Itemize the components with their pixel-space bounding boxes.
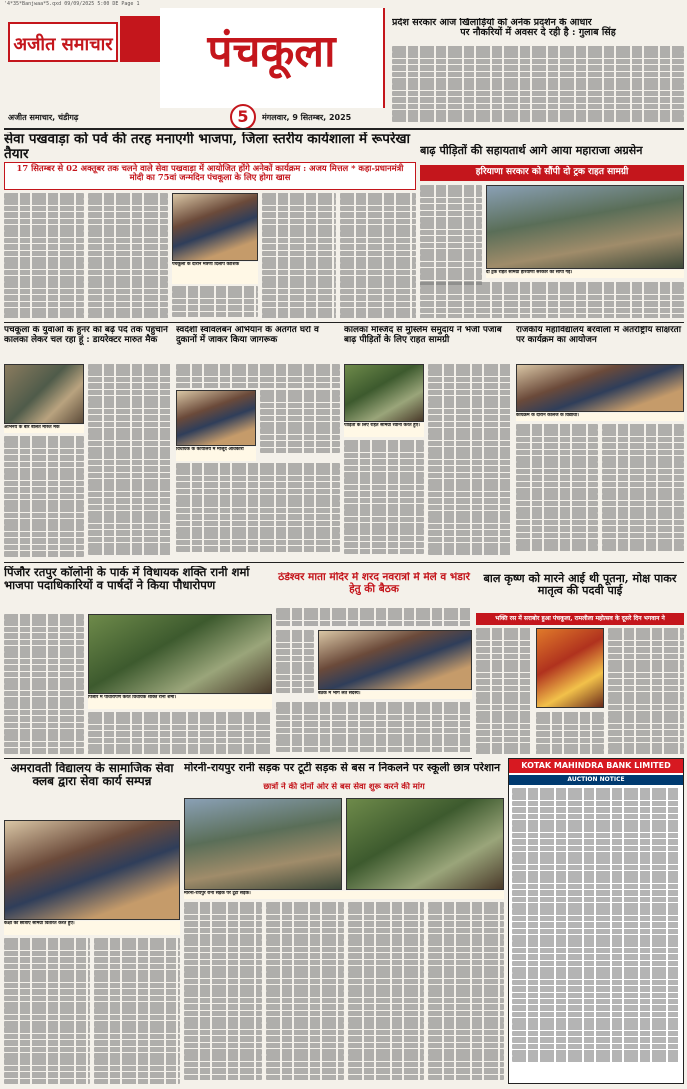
swadeshi-photo-caption: विधायक के कार्यालय में मौजूद अधिकारी (176, 447, 256, 461)
lead-body-col-3 (172, 286, 258, 318)
morni-body-col-4 (428, 902, 504, 1084)
kalka-body-col-1 (344, 440, 424, 558)
page-number: 5 (230, 104, 256, 130)
college-body-col-1 (516, 424, 598, 558)
amarvati-body-col-2 (94, 938, 180, 1084)
swadeshi-body (176, 463, 340, 558)
section-rule-2 (4, 562, 684, 563)
morni-photo-caption: मोरनी-रायपुर रानी सड़क पर टूटी सड़क। (184, 891, 504, 899)
lead-body-col-2 (88, 193, 168, 318)
lead-body-col-5 (340, 193, 416, 318)
college-headline: राजकीय महाविद्यालय बरवाला में अंतर्राष्ट्रीय साक्षरता पर कार्यक्रम का आयोजन (516, 326, 681, 345)
top-right-body (392, 46, 684, 124)
pustak-photo (4, 364, 84, 424)
krishna-photo (536, 628, 604, 708)
krishna-headline: बाल कृष्ण को मारने आई थी पूतना, मोक्ष पाकर मातृत्व की पदवी पाई (483, 572, 677, 598)
amarvati-photo (4, 820, 180, 920)
thandeshwar-headline: ठंडेश्वर माता मंदिर में शरद नवरात्रों में मेले व भंडारे हेतु की बैठक (278, 572, 470, 595)
bank-ad-body (509, 785, 683, 1081)
college-photo (516, 364, 684, 412)
pustak-headline: पंचकूला के युवाओं के हुनर को बढ़े पर्दे तक पहुंचाने कालका लेकर चल रहा हूं : डायरेक्टर मारुत मैक (4, 326, 168, 345)
morni-body-col-1 (184, 902, 262, 1084)
kalka-photo (344, 364, 424, 422)
flood-body-col-1 (420, 185, 482, 285)
pinjore-body-col-2 (88, 712, 272, 754)
bank-ad (508, 758, 684, 1084)
kalka-photo-caption: पीड़ितों के लिए राहत सामग्री रवाना करते हुए। (344, 423, 424, 437)
morni-photo-2 (346, 798, 504, 890)
print-slug: '4*35*Banjwaa*5.qxd 09/09/2025 5:00 DE Page 1 (4, 1, 140, 7)
swadeshi-photo (176, 390, 256, 446)
pustak-body-col-1 (4, 436, 84, 558)
swadeshi-body-side (260, 390, 340, 460)
brand-name: अजीत समाचार (13, 34, 113, 55)
lead-photo-caption: पंचकूला के दौरान मंत्रणा दिलीप कौशिक (172, 262, 258, 284)
masthead-rule (4, 128, 684, 130)
morni-subhead: छात्रों ने की दोनों ओर से बस सेवा शुरू करने की मांग (263, 782, 425, 791)
section-rule-3 (4, 758, 472, 759)
flood-photo-caption: दो ट्रक राहत सामग्री हरियाणा सरकार को सौंपी गई। (486, 270, 684, 278)
lead-banner: 17 सितम्बर से 02 अक्तूबर तक चलने वाले सेवा पखवाड़ा में आयोजित होंगे अनेकों कार्यक्रम : अजय मित्तल * कहा-प्रधानमंत्री मोदी का 75वां जन्मदिन पंचकूला के लिए होगा खास (4, 162, 416, 190)
top-right-headline-line-1: प्रदेश सरकार आज खिलाड़ियों को अनेक प्रदर्शन के आधार (392, 18, 592, 28)
amarvati-body-col-1 (4, 938, 90, 1084)
morni-body-col-3 (348, 902, 424, 1084)
college-photo-caption: कार्यक्रम के दौरान कॉलेज के विद्यार्थी। (516, 413, 684, 421)
lead-body-col-1 (4, 193, 84, 318)
publisher-line: अजीत समाचार, चंडीगढ़ (8, 113, 79, 122)
thandeshwar-body (276, 702, 472, 754)
krishna-body-col-1 (476, 628, 532, 754)
pustak-body-col-2 (88, 364, 172, 558)
flood-body-col-2 (420, 282, 684, 318)
top-right-headline-line-2: पर नौकरियों में अवसर दे रही है : गुलाब सिंह (460, 27, 616, 39)
date-line: मंगलवार, 9 सितम्बर, 2025 (262, 113, 352, 122)
pinjore-headline: पिंजौर रतपुर कॉलोनी के पार्क में विधायक शक्ति रानी शर्मा भाजपा पदाधिकारियों व पार्षदों ने किया पौधारोपण (4, 566, 250, 592)
swadeshi-headline: स्वदेशी स्वावलंबन अभियान के अंतर्गत घरों व दुकानों में जाकर किया जागरूक (176, 326, 319, 345)
bank-ad-title: AUCTION NOTICE (509, 775, 683, 785)
masthead-city-box (160, 8, 385, 108)
pinjore-photo (88, 614, 272, 694)
morni-headline: मोरनी-रायपुर रानी सड़क पर टूटी सड़क से बस न निकलने पर स्कूली छात्र परेशान (184, 762, 501, 774)
lead-headline: सेवा पखवाड़ा को पर्व की तरह मनाएगी भाजपा, जिला स्तरीय कार्यशाला में रूपरेखा तैयार (4, 132, 411, 162)
thandeshwar-photo (318, 630, 472, 690)
flood-headline: बाढ़ पीड़ितों की सहायतार्थ आगे आया महाराजा अग्रसेन (420, 144, 643, 157)
amarvati-photo-caption: कक्षा की छात्राएं सामग्री वितरित करते हुए। (4, 921, 180, 935)
bank-ad-name: KOTAK MAHINDRA BANK LIMITED (509, 759, 683, 773)
pinjore-body-col-1 (4, 614, 84, 754)
thandeshwar-body-top (276, 608, 472, 628)
kalka-body-col-2 (428, 364, 512, 558)
morni-photo-1 (184, 798, 342, 890)
section-rule-1 (4, 322, 684, 323)
lead-body-col-4 (262, 193, 336, 318)
lead-photo (172, 193, 258, 261)
college-body-col-2 (602, 424, 684, 558)
top-right-headline (392, 18, 684, 42)
kalka-headline: कालका मस्जिद से मुस्लिम समुदाय ने भेजी पंजाब बाढ़ पीड़ितों के लिए राहत सामग्री (344, 326, 502, 345)
pinjore-photo-caption: पिंजौर में पौधारोपण करते विधायक शक्ति रानी शर्मा। (88, 695, 272, 709)
flood-banner: हरियाणा सरकार को सौंपी दो ट्रक राहत सामग्री (420, 165, 684, 181)
krishna-body-col-3 (608, 628, 684, 754)
amarvati-headline: अमरावती विद्यालय के सामाजिक सेवा क्लब द्वारा सेवा कार्य सम्पन्न (10, 762, 174, 789)
thandeshwar-photo-caption: बैठक में भाग लेते सदस्य। (318, 691, 472, 699)
krishna-body-col-2 (536, 712, 604, 754)
thandeshwar-body-side (276, 630, 314, 694)
city-title: पंचकूला (207, 26, 336, 77)
swadeshi-body-top (176, 364, 340, 388)
krishna-banner: भक्ति रस में सराबोर हुआ पंचकूला, रामलीला महोत्सव के दूसरे दिन भगवान ने (476, 613, 684, 625)
brand-box (8, 22, 118, 62)
morni-body-col-2 (266, 902, 344, 1084)
flood-photo (486, 185, 684, 269)
pustak-photo-caption: अभिनय के बारे बोलते मारुत मैक (4, 425, 84, 433)
